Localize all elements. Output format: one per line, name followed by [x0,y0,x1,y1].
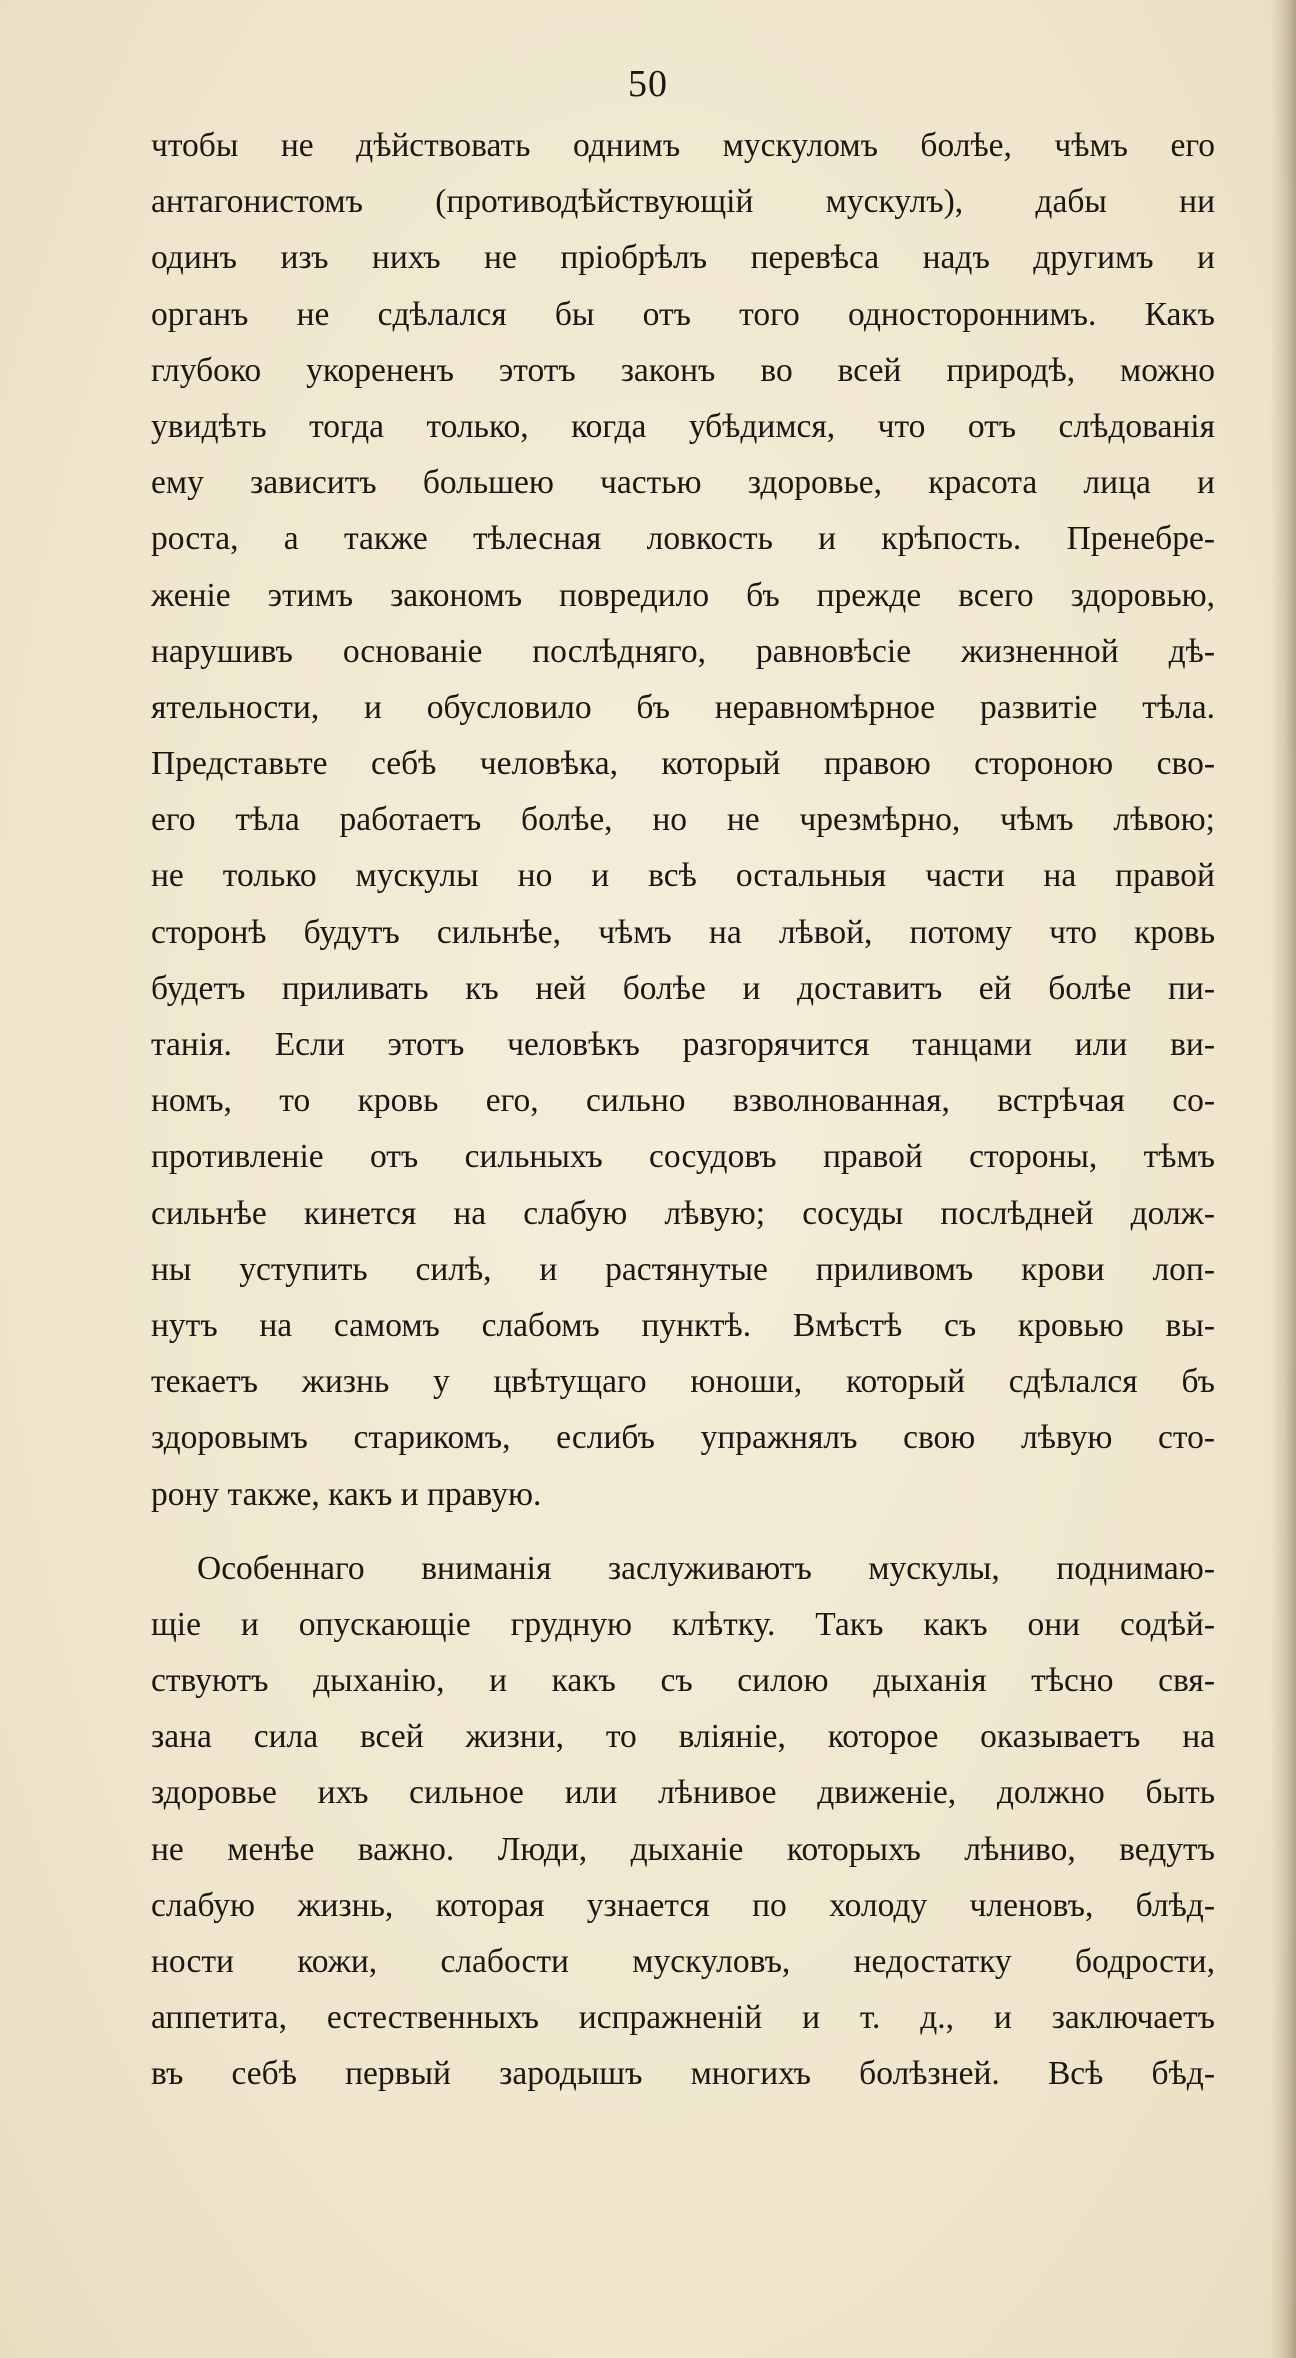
text-line: не менѣе важно. Люди, дыханіе которыхъ лѣниво, ведутъ [151,1830,1215,1868]
text-line: здоровымъ старикомъ, еслибъ упражнялъ свою лѣвую сто- [151,1419,1215,1457]
text-line: слабую жизнь, которая узнается по холоду членовъ, блѣд- [151,1886,1215,1924]
text-line: нутъ на самомъ слабомъ пунктѣ. Вмѣстѣ съ кровью вы- [151,1306,1215,1344]
page-edge-shadow [1270,0,1296,2358]
text-line: нарушивъ основаніе послѣдняго, равновѣсіе жизненной дѣ- [151,632,1215,670]
text-line: сторонѣ будутъ сильнѣе, чѣмъ на лѣвой, потому что кровь [151,913,1215,951]
text-line: чтобы не дѣйствовать однимъ мускуломъ болѣе, чѣмъ его [151,127,1215,164]
text-line: ятельности, и обусловило бъ неравномѣрное развитіе тѣла. [151,688,1215,726]
text-line: танія. Если этотъ человѣкъ разгорячится танцами или ви- [151,1026,1215,1063]
text-line: въ себѣ первый зародышъ многихъ болѣзней. Всѣ бѣд- [151,2055,1215,2093]
text-line: ности кожи, слабости мускуловъ, недостатку бодрости, [151,1943,1215,1980]
text-line: аппетита, естественныхъ испражненій и т. д., и заключаетъ [151,1999,1215,2037]
text-line: антагонистомъ (противодѣйствующій мускулъ), дабы ни [151,183,1215,221]
page-number: 50 [628,63,668,105]
text-line: противленіе отъ сильныхъ сосудовъ правой стороны, тѣмъ [151,1138,1215,1176]
text-line: роста, а также тѣлесная ловкость и крѣпость. Пренебре- [151,520,1215,558]
text-line: Представьте себѣ человѣка, который правою стороною сво- [151,745,1215,783]
text-line: увидѣть тогда только, когда убѣдимся, что отъ слѣдованія [151,407,1215,445]
paragraph-gap [151,1523,1215,1541]
text-line: ему зависитъ большею частью здоровье, красота лица и [151,464,1215,502]
text-line: щіе и опускающіе грудную клѣтку. Такъ какъ они содѣй- [151,1605,1215,1643]
text-line: текаетъ жизнь у цвѣтущаго юноши, который сдѣлался бъ [151,1363,1215,1401]
body-text [151,118,1215,2103]
text-line: его тѣла работаетъ болѣе, но не чрезмѣрно, чѣмъ лѣвою; [151,801,1215,839]
text-line: зана сила всей жизни, то вліяніе, которое оказываетъ на [151,1718,1215,1756]
paragraph-1 [151,118,1215,1523]
text-line: Особеннаго вниманія заслуживаютъ мускулы, поднимаю- [197,1549,1215,1587]
text-line: органъ не сдѣлался бы отъ того одностороннимъ. Какъ [151,295,1215,333]
text-line: здоровье ихъ сильное или лѣнивое движеніе, должно быть [151,1774,1215,1812]
text-line: номъ, то кровь его, сильно взволнованная, встрѣчая со- [151,1082,1215,1120]
paragraph-2 [151,1541,1215,2103]
text-line: ствуютъ дыханію, и какъ съ силою дыханія тѣсно свя- [151,1662,1215,1700]
text-line: глубоко укорененъ этотъ законъ во всей природѣ, можно [151,351,1215,389]
text-line: ны уступить силѣ, и растянутые приливомъ крови лоп- [151,1250,1215,1288]
text-line: не только мускулы но и всѣ остальныя части на правой [151,857,1215,895]
text-line: сильнѣе кинется на слабую лѣвую; сосуды послѣдней долж- [151,1194,1215,1232]
text-line: рону также, какъ и правую. [151,1475,542,1513]
text-line: будетъ приливать къ ней болѣе и доставитъ ей болѣе пи- [151,969,1215,1007]
text-line: женіе этимъ закономъ повредило бъ прежде всего здоровью, [151,576,1215,614]
text-line: одинъ изъ нихъ не пріобрѣлъ перевѣса надъ другимъ и [151,239,1215,277]
